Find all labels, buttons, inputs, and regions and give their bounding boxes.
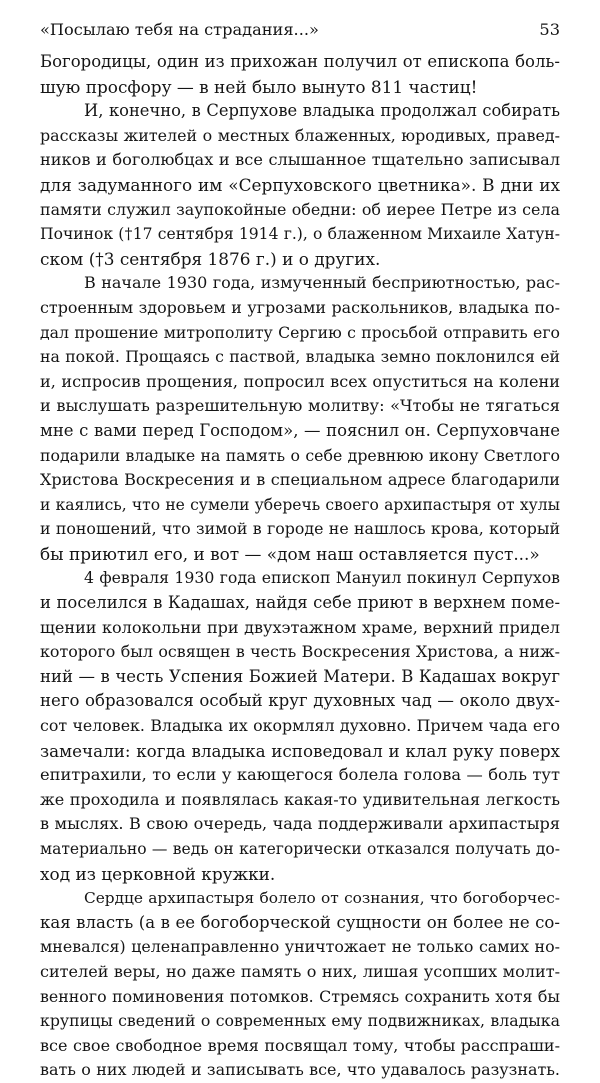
text-line: рассказы жителей о местных блаженных, юродивых, правед- [40, 125, 560, 145]
text-line: которого был освящен в честь Воскресения Христова, а ниж- [40, 642, 560, 662]
text-line: крупицы сведений о современных ему подвижниках, владыка [40, 1011, 560, 1031]
text-line: него образовался особый круг духовных чад — около двух- [40, 691, 560, 711]
running-header [40, 18, 560, 42]
text-line: щении колокольни при двухэтажном храме, верхний придел [40, 617, 560, 637]
text-line: вать о них людей и записывать все, что удавалось разузнать. [40, 1060, 560, 1080]
text-line: Починок (†17 сентября 1914 г.), о блаженном Михаиле Хатун- [40, 225, 560, 244]
text-line: венного поминовения потомков. Стремясь сохранить хотя бы [40, 986, 560, 1006]
text-line: мневался) целенаправленно уничтожает не только самих но- [40, 937, 560, 957]
text-line: и поселился в Кадашах, найдя себе приют в верхнем поме- [40, 593, 560, 613]
text-line: И, конечно, в Серпухове владыка продолжал собирать [84, 101, 560, 121]
text-line: строенным здоровьем и угрозами раскольников, владыка по- [40, 297, 560, 317]
text-line: сителей веры, но даже память о них, лишая усопших молит- [40, 961, 560, 981]
text-line: ников и боголюбцах и все слышанное тщательно записывал [40, 150, 560, 170]
text-line: и каялись, что не сумели уберечь своего архипастыря от хулы [40, 495, 560, 514]
text-line: же проходила и появлялась какая-то удивительная легкость [40, 789, 560, 809]
text-line: ском (†3 сентября 1876 г.) и о других. [40, 248, 381, 269]
text-line: епитрахили, то если у кающегося болела голова — боль тут [40, 765, 560, 785]
text-line: Богородицы, один из прихожан получил от епископа боль- [40, 52, 560, 71]
text-line: и выслушать разрешительную молитву: «Чтобы не тягаться [40, 396, 560, 416]
text-line: шую просфору — в ней было вынуто 811 частиц! [40, 76, 478, 97]
text-line: Сердце архипастыря болело от сознания, что богоборчес- [84, 889, 560, 908]
text-line: памяти служил заупокойные обедни: об иерее Петре из села [40, 199, 560, 219]
text-line: 4 февраля 1930 года епископ Мануил покинул Серпухов [84, 568, 560, 588]
text-line: материально — ведь он категорически отказался получать до- [40, 840, 560, 858]
text-line: мне с вами перед Господом», — пояснил он. Серпуховчане [40, 420, 560, 440]
text-line: в мыслях. В свою очередь, чада поддерживали архипастыря [40, 814, 560, 834]
text-line: Христова Воскресения и в специальном адресе благодарили [40, 470, 560, 490]
text-line: на покой. Прощаясь с паствой, владыка земно поклонился ей [40, 347, 560, 367]
text-line: бы приютил его, и вот — «дом наш оставляется пуст...» [40, 543, 540, 564]
text-line: кая власть (а в ее богоборческой сущности он более не со- [40, 912, 560, 932]
text-line: ход из церковной кружки. [40, 863, 276, 884]
text-line: подарили владыке на память о себе древнюю икону Светлого [40, 445, 560, 465]
text-line: дал прошение митрополиту Сергию с просьбой отправить его [40, 322, 560, 342]
text-line: сот человек. Владыка их окормлял духовно. Причем чада его [40, 716, 560, 736]
text-line: и, испросив прощения, попросил всех опуститься на колени [40, 371, 560, 391]
text-line: и поношений, что зимой в городе не нашлось крова, который [40, 519, 560, 539]
text-line: замечали: когда владыка исповедовал и клал руку поверх [40, 740, 560, 761]
text-line: все свое свободное время посвящал тому, чтобы расспраши- [40, 1035, 560, 1055]
running-title: «Посылаю тебя на страдания...» [40, 20, 319, 39]
body-text [40, 50, 560, 1083]
text-line: В начале 1930 года, измученный бесприютностью, рас- [84, 273, 560, 293]
page-number: 53 [539, 20, 560, 39]
text-line: для задуманного им «Серпуховского цветника». В дни их [40, 174, 560, 195]
text-line: ний — в честь Успения Божией Матери. В Кадашах вокруг [40, 666, 560, 686]
